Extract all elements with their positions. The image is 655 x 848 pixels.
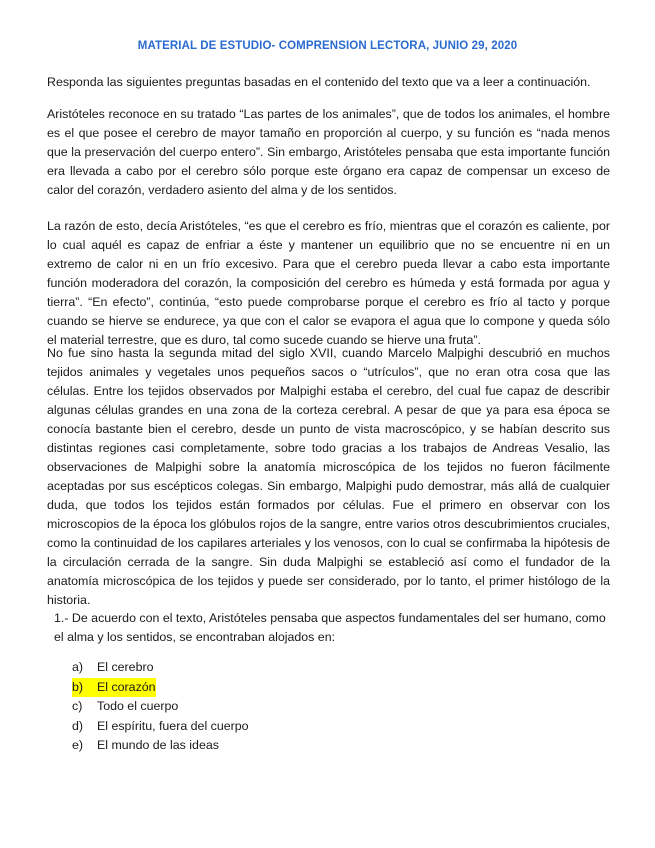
option-letter: b): [72, 679, 84, 694]
paragraph-3: No fue sino hasta la segunda mitad del siglo XVII, cuando Marcelo Malpighi descubrió en muchos tejidos animales y vegetales unos pequeños sacos o “utrículos”, que no eran otra cosa que las células. Entre los tejidos observados por Malpighi estaba el cerebro, del cual fue capaz de describir algunas células grandes en una zona de la corteza cerebral. A pesar de que ya para esa época se conocía bastante bien el cerebro, desde un punto de vista macroscópico, y se habían descrito sus distintas regiones casi completamente, sobre todo gracias a los trabajos de Andreas Vesalio, las observaciones de Malpighi sobre la anatomía microscópica de los tejidos no fueron fácilmente aceptadas por sus escépticos colegas. Sin embargo, Malpighi pudo demostrar, más allá de cualquier duda, que todos los tejidos están formados por células. Fue el primero en observar con los microscopios de la época los glóbulos rojos de la sangre, entre varios otros descubrimientos cruciales, como la continuidad de los capilares arteriales y los venosos, con lo cual se confirmaba la hipótesis de la circulación cerrada de la sangre. Sin duda Malpighi se estableció así como el fundador de la anatomía microscópica de los tejidos y puede ser considerado, por lo tanto, el primer histólogo de la historia.: [47, 346, 610, 607]
instructions-text: Responda las siguientes preguntas basadas en el contenido del texto que va a leer a continuación.: [47, 75, 591, 89]
option-d: [72, 717, 249, 737]
option-text: El corazón: [97, 679, 156, 694]
option-letter: a): [72, 660, 84, 674]
option-text: El cerebro: [97, 660, 154, 674]
option-c: [72, 697, 249, 717]
paragraph-1: Aristóteles reconoce en su tratado “Las partes de los animales”, que de todos los animales, el hombre es el que posee el cerebro de mayor tamaño en proporción al cuerpo, y su función es “nada menos que la preservación del cuerpo entero”. Sin embargo, Aristóteles pensaba que esta importante función era llevada a cabo por el cerebro sólo porque este órgano era capaz de compensar un exceso de calor del corazón, verdadero asiento del alma y de los sentidos.: [47, 107, 610, 197]
question-1: 1.- De acuerdo con el texto, Aristóteles pensaba que aspectos fundamentales del ser humano, como el alma y los sentidos, se encontraban alojados en:: [54, 611, 606, 644]
option-e: [72, 736, 249, 756]
option-text: El espíritu, fuera del cuerpo: [97, 718, 249, 733]
document-title: MATERIAL DE ESTUDIO- COMPRENSION LECTORA, JUNIO 29, 2020: [137, 40, 518, 52]
option-letter: d): [72, 718, 84, 733]
paragraph-2: La razón de esto, decía Aristóteles, “es que el cerebro es frío, mientras que el corazón es caliente, por lo cual aquél es capaz de enfriar a éste y mantener un equilibrio que no se encuentre ni en un extremo de calor ni en un frío excesivo. Para que el cerebro pueda llevar a cabo esta importante función moderadora del corazón, la composición del cerebro es húmeda y está formada por agua y tierra”. “En efecto”, continúa, “esto puede comprobarse porque el cerebro es frío al tacto y porque cuando se hierve se endurece, ya que con el calor se evapora el agua que lo compone y queda sólo el material terrestre, que es duro, tal como sucede cuando se hierve una fruta”.: [47, 219, 610, 347]
option-text: Todo el cuerpo: [97, 699, 179, 714]
option-text: El mundo de las ideas: [97, 738, 219, 753]
option-letter: c): [72, 699, 83, 714]
option-a: [72, 658, 249, 678]
option-b-highlighted: [72, 678, 249, 698]
option-letter: e): [72, 738, 84, 753]
answer-options: [72, 658, 249, 756]
